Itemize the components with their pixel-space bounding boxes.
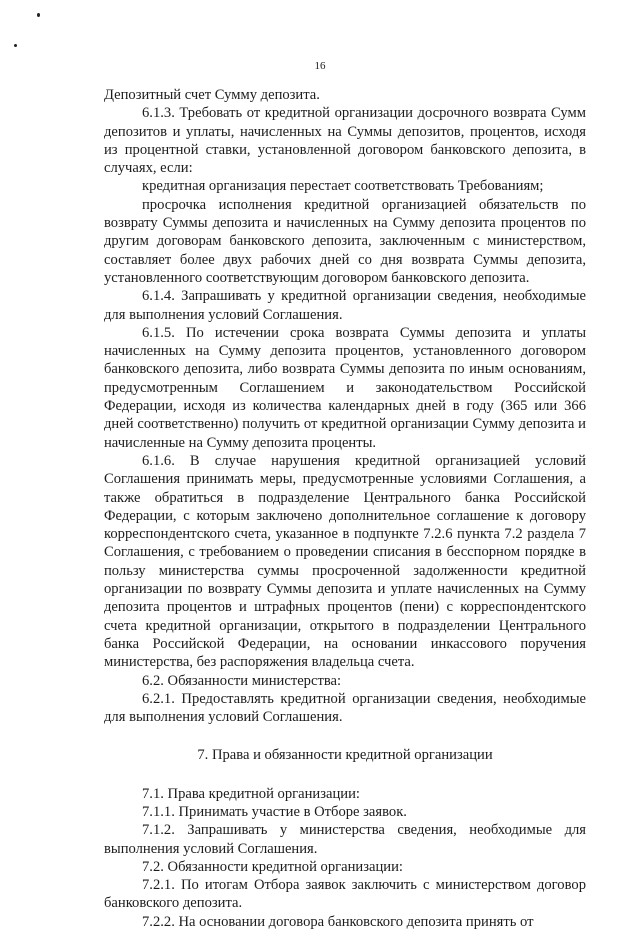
paragraph: 7.2. Обязанности кредитной организации: bbox=[142, 858, 403, 875]
scan-speck bbox=[37, 13, 40, 17]
paragraph: 7.1. Права кредитной организации: bbox=[142, 785, 360, 802]
paragraph: 6.1.6. В случае нарушения кредитной организацией условий Соглашения принимать меры, предусмотренные условиями Соглашения, а также обратиться в подразделение Центрального банка Российской Федерации, с которым заключено дополнительное соглашение к договору корреспондентского счета, указанное в подпункте 7.2.6 пункта 7.2 раздела 7 Соглашения, с требованием о проведении списания в бесспорном порядке в пользу министерства суммы просроченной задолженности кредитной организации по возврату Суммы депозита и уплате начисленных на Сумму депозита процентов и штрафных процентов (пени) с корреспондентского счета кредитной организации, открытого в подразделении Центрального банка Российской Федерации, на основании инкассового поручения министерства, без распоряжения владельца счета. bbox=[104, 452, 586, 671]
paragraph: 6.1.5. По истечении срока возврата Суммы депозита и уплаты начисленных на Сумму депозита процентов, установленного договором банковского депозита, либо возврата Суммы депозита по иным основаниям, предусмотренным Соглашением и законодательством Российской Федерации, исходя из количества календарных дней в году (365 или 366 дней соответственно) получить от кредитной организации Сумму депозита и начисленные на Сумму депозита проценты. bbox=[104, 324, 586, 451]
paragraph: 7.2.1. По итогам Отбора заявок заключить с министерством договор банковского депозита. bbox=[104, 877, 586, 912]
paragraph: просрочка исполнения кредитной организацией обязательств по возврату Суммы депозита и начисленных на Сумму депозита процентов по другим договорам банковского депозита, заключенным с министерством, составляет более двух рабочих дней со дня возврата Суммы депозита, установленного соответствующим договором банковского депозита. bbox=[104, 196, 586, 286]
paragraph: 7.1.1. Принимать участие в Отборе заявок. bbox=[142, 803, 407, 820]
paragraph: Депозитный счет Сумму депозита. bbox=[104, 87, 320, 103]
paragraph: 6.2.1. Предоставлять кредитной организации сведения, необходимые для выполнения условий Соглашения. bbox=[104, 690, 586, 726]
page-number: 16 bbox=[314, 60, 326, 72]
paragraph: кредитная организация перестает соответствовать Требованиям; bbox=[142, 178, 544, 195]
paragraph: 7.2.2. На основании договора банковского депозита принять от bbox=[142, 913, 534, 930]
document-body bbox=[104, 86, 586, 931]
paragraph: 6.1.4. Запрашивать у кредитной организации сведения, необходимые для выполнения условий Соглашения. bbox=[104, 288, 586, 323]
paragraph: 7.1.2. Запрашивать у министерства сведения, необходимые для выполнения условий Соглашения. bbox=[104, 822, 586, 857]
section-heading: 7. Права и обязанности кредитной организации bbox=[197, 747, 493, 764]
scan-speck bbox=[14, 44, 17, 47]
paragraph: 6.1.3. Требовать от кредитной организации досрочного возврата Сумм депозитов и уплаты, начисленных на Суммы депозитов, процентов, исходя из процентной ставки, установленной договором банковского депозита, в случаях, если: bbox=[104, 105, 586, 177]
paragraph: 6.2. Обязанности министерства: bbox=[142, 672, 342, 689]
